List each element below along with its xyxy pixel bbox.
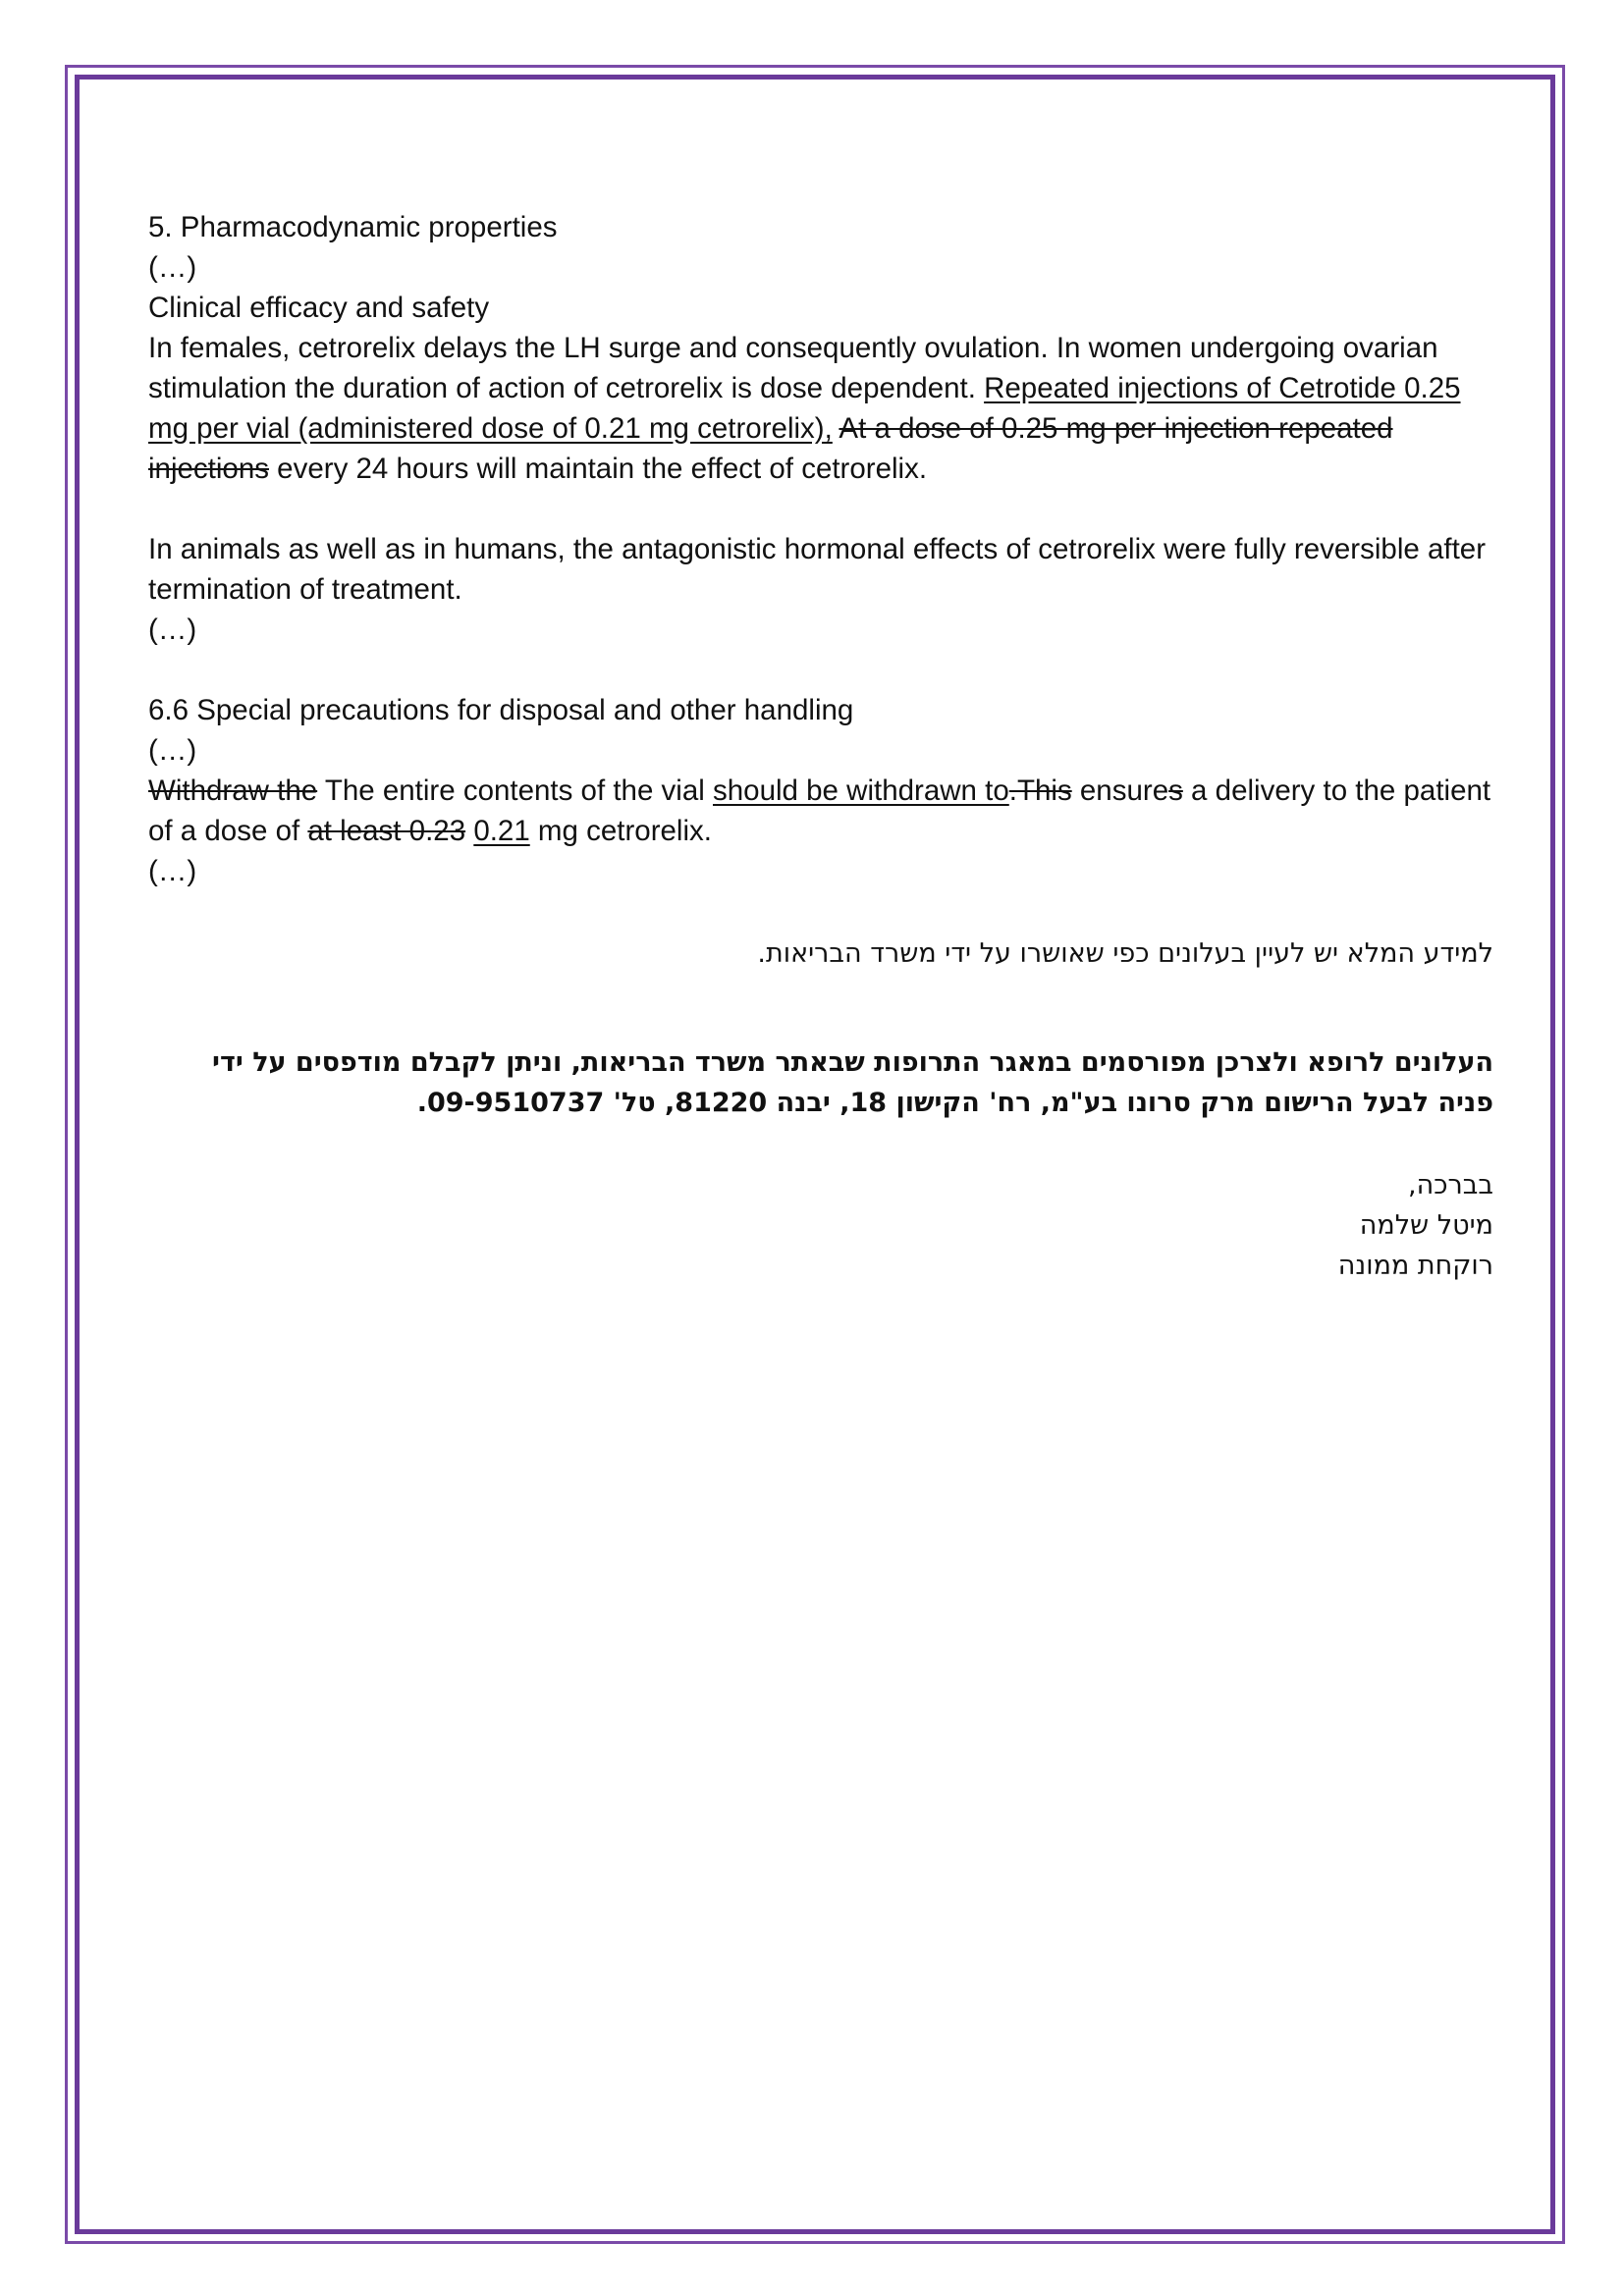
deleted-text: .This (1008, 774, 1072, 807)
hebrew-info-line: למידע המלא יש לעיין בעלונים כפי שאושרו על ידי משרד הבריאות. (757, 938, 1493, 969)
inserted-text: Repeated injections of Cetrotide 0.25 mg per vial (administered dose of 0.21 mg cetrorelix), (148, 372, 1461, 445)
deleted-text: Withdraw the (148, 774, 318, 807)
section-5-subheading: Clinical efficacy and safety (148, 292, 490, 324)
section-6-6-heading: 6.6 Special precautions for disposal and other handling (148, 694, 854, 726)
ellipsis: (…) (148, 614, 197, 646)
ellipsis: (…) (148, 855, 197, 887)
text-run: every 24 hours will maintain the effect of cetrorelix. (268, 453, 928, 485)
signatory-title: רוקחת ממונה (1337, 1251, 1493, 1281)
deleted-text: At a dose of 0.25 mg per injection repeated injections (148, 412, 1393, 485)
inserted-text: should be withdrawn to (713, 774, 1009, 807)
deleted-text: at least 0.23 (307, 815, 466, 847)
signatory-name: מיטל שלמה (1359, 1210, 1493, 1241)
section-6-6-paragraph (148, 771, 1493, 851)
text-run: ensure (1071, 774, 1169, 807)
section-5-paragraph-1 (148, 328, 1493, 489)
text-run: The entire contents of the vial (317, 774, 714, 807)
section-5-paragraph-2: In animals as well as in humans, the antagonistic hormonal effects of cetrorelix were fully reversible after termination of treatment. (148, 533, 1487, 606)
section-5-heading: 5. Pharmacodynamic properties (148, 211, 558, 243)
hebrew-leaflet-notice: העלונים לרופא ולצרכן מפורסמים במאגר התרופות שבאתר משרד הבריאות, וניתן לקבלם מודפסים על ידי פניה לבעל הרישום מרק סרונו בע"מ, רח' הקישון 18, יבנה 81220, טל' 09-9510737. (212, 1047, 1493, 1118)
closing-greeting: בברכה, (1408, 1170, 1493, 1201)
text-run: In females, cetrorelix delays the LH surge and consequently ovulation. In women undergoing ovarian stimulation the duration of action of cetrorelix is dose dependent. (148, 332, 1438, 404)
ellipsis: (…) (148, 734, 197, 767)
document-body (148, 207, 1493, 1286)
inserted-text: 0.21 (473, 815, 530, 847)
text-run: mg cetrorelix. (529, 815, 712, 847)
text-run: a delivery to the patient of a dose of (148, 774, 1491, 847)
ellipsis: (…) (148, 251, 197, 284)
deleted-text: s (1168, 774, 1183, 807)
